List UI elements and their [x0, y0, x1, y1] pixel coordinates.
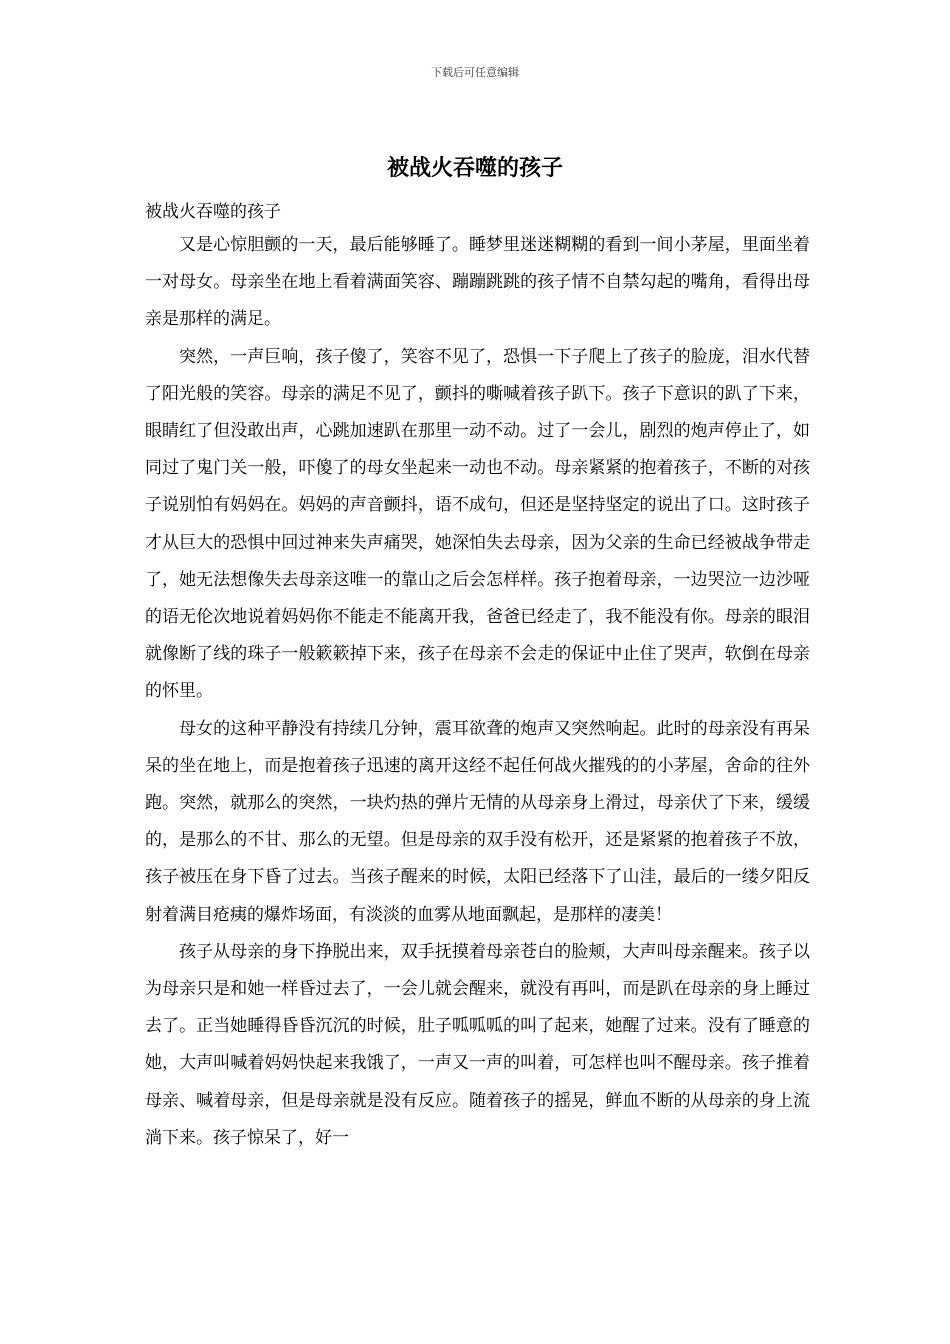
document-title: 被战火吞噬的孩子 [386, 155, 563, 181]
paragraph-1: 又是心惊胆颤的一天，最后能够睡了。睡梦里迷迷糊糊的看到一间小茅屋，里面坐着一对母女。母亲坐在地上看着满面笑容、蹦蹦跳跳的孩子情不自禁勾起的嘴角，看得出母亲是那样的满足。 [145, 235, 810, 330]
header-note: 下载后可任意编辑 [431, 66, 519, 79]
paragraph-3: 母女的这种平静没有持续几分钟，震耳欲聋的炮声又突然响起。此时的母亲没有再呆呆的坐在地上，而是抱着孩子迅速的离开这经不起任何战火摧残的的小茅屋，舍命的往外跑。突然，就那么的突然，一块灼热的弹片无情的从母亲身上滑过，母亲伏了下来，缓缓的，是那么的不甘、那么的无望。但是母亲的双手没有松开，还是紧紧的抱着孩子不放，孩子被压在身下昏了过去。当孩子醒来的时候，太阳已经落下了山洼，最后的一缕夕阳反射着满目疮痍的爆炸场面，有淡淡的血雾从地面飘起，是那样的凄美！ [145, 718, 810, 925]
paragraph-2: 突然，一声巨响，孩子傻了，笑容不见了，恐惧一下子爬上了孩子的脸庞，泪水代替了阳光般的笑容。母亲的满足不见了，颤抖的嘶喊着孩子趴下。孩子下意识的趴了下来，眼睛红了但没敢出声，心跳加速趴在那里一动不动。过了一会儿，剧烈的炮声停止了，如同过了鬼门关一般，吓傻了的母女坐起来一动也不动。母亲紧紧的抱着孩子，不断的对孩子说别怕有妈妈在。妈妈的声音颤抖，语不成句，但还是坚持坚定的说出了口。这时孩子才从巨大的恐惧中回过神来失声痛哭，她深怕失去母亲，因为父亲的生命已经被战争带走了，她无法想像失去母亲这唯一的靠山之后会怎样样。孩子抱着母亲，一边哭泣一边沙哑的语无伦次地说着妈妈你不能走不能离开我，爸爸已经走了，我不能没有你。母亲的眼泪就像断了线的珠子一般簌簌掉下来，孩子在母亲不会走的保证中止住了哭声，软倒在母亲的怀里。 [145, 346, 810, 702]
paragraph-4: 孩子从母亲的身下挣脱出来，双手抚摸着母亲苍白的脸颊，大声叫母亲醒来。孩子以为母亲只是和她一样昏过去了，一会儿就会醒来，就没有再叫，而是趴在母亲的身上睡过去了。正当她睡得昏昏沉沉的时候，肚子呱呱呱的叫了起来，她醒了过来。没有了睡意的她，大声叫喊着妈妈快起来我饿了，一声又一声的叫着，可怎样也叫不醒母亲。孩子推着母亲、喊着母亲，但是母亲就是没有反应。随着孩子的摇晃，鲜血不断的从母亲的身上流淌下来。孩子惊呆了，好一 [145, 941, 810, 1148]
document-subtitle: 被战火吞噬的孩子 [145, 202, 281, 222]
document-body [145, 197, 810, 1157]
